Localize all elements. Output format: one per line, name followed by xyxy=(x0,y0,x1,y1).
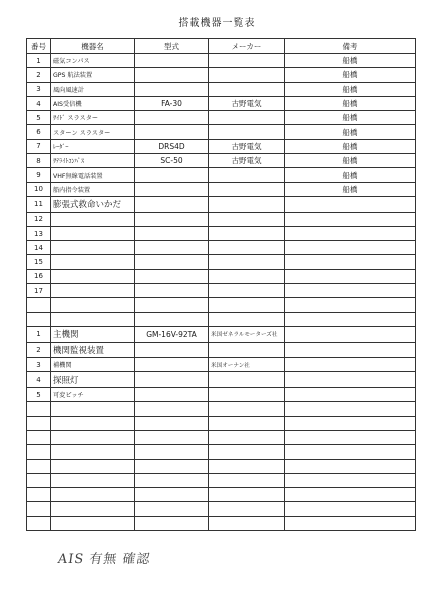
table-row xyxy=(27,284,416,298)
equipment-name: 主機関 xyxy=(51,326,135,342)
model xyxy=(135,196,209,212)
blank-row xyxy=(27,488,416,502)
table-row xyxy=(27,82,416,96)
blank-cell xyxy=(51,402,135,416)
blank-row xyxy=(27,402,416,416)
blank-cell xyxy=(135,312,209,326)
remarks xyxy=(285,269,416,283)
row-number: 16 xyxy=(27,269,51,283)
remarks xyxy=(285,241,416,255)
blank-cell xyxy=(51,430,135,444)
maker xyxy=(209,388,285,402)
maker xyxy=(209,111,285,125)
table-row xyxy=(27,196,416,212)
blank-cell xyxy=(135,416,209,430)
table-row xyxy=(27,372,416,388)
equipment-name xyxy=(51,226,135,240)
blank-cell xyxy=(285,416,416,430)
equipment-name xyxy=(51,212,135,226)
equipment-name: ｻﾃﾗｲﾄｺﾝﾊﾟｽ xyxy=(51,154,135,168)
equipment-name: AIS受信機 xyxy=(51,96,135,110)
model: DRS4D xyxy=(135,139,209,153)
remarks: 船橋 xyxy=(285,96,416,110)
maker xyxy=(209,372,285,388)
remarks xyxy=(285,388,416,402)
equipment-name: 磁気コンパス xyxy=(51,54,135,68)
model xyxy=(135,168,209,182)
row-number: 17 xyxy=(27,284,51,298)
model xyxy=(135,372,209,388)
row-number: 11 xyxy=(27,196,51,212)
table-row xyxy=(27,139,416,153)
blank-cell xyxy=(209,473,285,487)
blank-cell xyxy=(285,298,416,312)
page-title: 搭載機器一覧表 xyxy=(178,18,256,29)
maker xyxy=(209,68,285,82)
maker: 古野電気 xyxy=(209,96,285,110)
table-row xyxy=(27,255,416,269)
blank-cell xyxy=(51,298,135,312)
blank-cell xyxy=(285,312,416,326)
remarks: 船橋 xyxy=(285,54,416,68)
row-number: 4 xyxy=(27,96,51,110)
remarks xyxy=(285,326,416,342)
table-row xyxy=(27,212,416,226)
row-number: 2 xyxy=(27,68,51,82)
equipment-name: 膨張式救命いかだ xyxy=(51,196,135,212)
blank-cell xyxy=(209,445,285,459)
equipment-name xyxy=(51,241,135,255)
remarks: 船橋 xyxy=(285,154,416,168)
blank-row xyxy=(27,459,416,473)
blank-row xyxy=(27,473,416,487)
table-header-row xyxy=(27,39,416,54)
blank-cell xyxy=(51,502,135,516)
model xyxy=(135,284,209,298)
equipment-name: ｻｲﾄﾞ スラスター xyxy=(51,111,135,125)
maker xyxy=(209,241,285,255)
table-row xyxy=(27,168,416,182)
maker: 米国オーナン社 xyxy=(209,358,285,372)
model xyxy=(135,226,209,240)
blank-cell xyxy=(27,473,51,487)
model xyxy=(135,125,209,139)
row-number: 1 xyxy=(27,54,51,68)
table-row xyxy=(27,342,416,358)
equipment-name xyxy=(51,284,135,298)
row-number: 9 xyxy=(27,168,51,182)
row-number: 4 xyxy=(27,372,51,388)
row-number: 14 xyxy=(27,241,51,255)
blank-cell xyxy=(51,445,135,459)
table-row xyxy=(27,96,416,110)
maker xyxy=(209,54,285,68)
blank-cell xyxy=(51,488,135,502)
blank-cell xyxy=(51,516,135,530)
table-row xyxy=(27,182,416,196)
maker: 古野電気 xyxy=(209,154,285,168)
row-number: 3 xyxy=(27,82,51,96)
blank-cell xyxy=(135,298,209,312)
maker xyxy=(209,269,285,283)
table-row xyxy=(27,326,416,342)
equipment-name xyxy=(51,269,135,283)
model xyxy=(135,212,209,226)
remarks: 船橋 xyxy=(285,125,416,139)
blank-cell xyxy=(135,488,209,502)
blank-row xyxy=(27,298,416,312)
remarks xyxy=(285,255,416,269)
blank-cell xyxy=(285,502,416,516)
row-number: 13 xyxy=(27,226,51,240)
remarks xyxy=(285,372,416,388)
blank-cell xyxy=(27,312,51,326)
model xyxy=(135,68,209,82)
blank-cell xyxy=(209,416,285,430)
blank-cell xyxy=(209,488,285,502)
table-row xyxy=(27,54,416,68)
model xyxy=(135,241,209,255)
row-number: 10 xyxy=(27,182,51,196)
equipment-name xyxy=(51,255,135,269)
blank-cell xyxy=(285,430,416,444)
blank-cell xyxy=(209,402,285,416)
maker xyxy=(209,125,285,139)
equipment-name: スターン スラスター xyxy=(51,125,135,139)
remarks xyxy=(285,358,416,372)
blank-cell xyxy=(27,516,51,530)
model xyxy=(135,358,209,372)
maker xyxy=(209,284,285,298)
blank-cell xyxy=(285,488,416,502)
maker xyxy=(209,182,285,196)
blank-cell xyxy=(51,416,135,430)
blank-row xyxy=(27,502,416,516)
remarks: 船橋 xyxy=(285,82,416,96)
equipment-name: 補機関 xyxy=(51,358,135,372)
remarks xyxy=(285,226,416,240)
table-row xyxy=(27,226,416,240)
blank-cell xyxy=(27,416,51,430)
maker xyxy=(209,226,285,240)
blank-cell xyxy=(27,445,51,459)
remarks: 船橋 xyxy=(285,168,416,182)
table-row xyxy=(27,111,416,125)
blank-cell xyxy=(27,502,51,516)
equipment-name: 機関監視装置 xyxy=(51,342,135,358)
maker xyxy=(209,196,285,212)
header-remarks: 備考 xyxy=(285,39,416,54)
remarks xyxy=(285,342,416,358)
maker: 米国ゼネラルモーターズ社 xyxy=(209,326,285,342)
equipment-name: 探照灯 xyxy=(51,372,135,388)
row-number: 6 xyxy=(27,125,51,139)
model xyxy=(135,255,209,269)
table-row xyxy=(27,269,416,283)
table-row xyxy=(27,358,416,372)
table-row xyxy=(27,125,416,139)
blank-cell xyxy=(27,459,51,473)
blank-cell xyxy=(27,402,51,416)
row-number: 8 xyxy=(27,154,51,168)
row-number: 3 xyxy=(27,358,51,372)
remarks: 船橋 xyxy=(285,139,416,153)
blank-cell xyxy=(285,516,416,530)
model xyxy=(135,111,209,125)
blank-cell xyxy=(209,430,285,444)
blank-cell xyxy=(51,473,135,487)
row-number: 2 xyxy=(27,342,51,358)
model xyxy=(135,269,209,283)
model: FA-30 xyxy=(135,96,209,110)
table-row xyxy=(27,241,416,255)
blank-row xyxy=(27,445,416,459)
blank-cell xyxy=(135,502,209,516)
remarks: 船橋 xyxy=(285,111,416,125)
row-number: 5 xyxy=(27,111,51,125)
equipment-name: 船内指令装置 xyxy=(51,182,135,196)
header-equipment-name: 機器名 xyxy=(51,39,135,54)
header-number: 番号 xyxy=(27,39,51,54)
table-row xyxy=(27,68,416,82)
blank-cell xyxy=(285,445,416,459)
table-row xyxy=(27,388,416,402)
blank-row xyxy=(27,516,416,530)
blank-row xyxy=(27,416,416,430)
header-model: 型式 xyxy=(135,39,209,54)
equipment-name: ﾚｰﾀﾞｰ xyxy=(51,139,135,153)
blank-cell xyxy=(285,459,416,473)
header-maker: メーカー xyxy=(209,39,285,54)
row-number: 1 xyxy=(27,326,51,342)
blank-cell xyxy=(285,402,416,416)
row-number: 5 xyxy=(27,388,51,402)
blank-cell xyxy=(135,445,209,459)
remarks xyxy=(285,212,416,226)
blank-cell xyxy=(209,516,285,530)
blank-cell xyxy=(135,473,209,487)
blank-row xyxy=(27,430,416,444)
equipment-name: VHF無線電話装置 xyxy=(51,168,135,182)
equipment-name: GPS 航法装置 xyxy=(51,68,135,82)
row-number: 12 xyxy=(27,212,51,226)
blank-cell xyxy=(27,298,51,312)
maker xyxy=(209,168,285,182)
blank-cell xyxy=(135,459,209,473)
model xyxy=(135,342,209,358)
row-number: 7 xyxy=(27,139,51,153)
blank-cell xyxy=(209,298,285,312)
model xyxy=(135,388,209,402)
equipment-name: 風向風速計 xyxy=(51,82,135,96)
blank-cell xyxy=(209,312,285,326)
row-number: 15 xyxy=(27,255,51,269)
blank-cell xyxy=(27,430,51,444)
blank-cell xyxy=(51,459,135,473)
blank-cell xyxy=(27,488,51,502)
blank-cell xyxy=(285,473,416,487)
maker xyxy=(209,82,285,96)
equipment-name: 可変ピッチ xyxy=(51,388,135,402)
blank-cell xyxy=(135,430,209,444)
blank-row xyxy=(27,312,416,326)
blank-cell xyxy=(209,502,285,516)
blank-cell xyxy=(135,516,209,530)
blank-cell xyxy=(135,402,209,416)
remarks xyxy=(285,284,416,298)
maker xyxy=(209,255,285,269)
remarks: 船橋 xyxy=(285,68,416,82)
handwritten-note: AIS 有無 確認 xyxy=(56,552,152,567)
blank-cell xyxy=(51,312,135,326)
maker: 古野電気 xyxy=(209,139,285,153)
model xyxy=(135,54,209,68)
equipment-table xyxy=(26,38,416,531)
remarks: 船橋 xyxy=(285,182,416,196)
model xyxy=(135,182,209,196)
model: SC-50 xyxy=(135,154,209,168)
remarks xyxy=(285,196,416,212)
blank-cell xyxy=(209,459,285,473)
model: GM-16V-92TA xyxy=(135,326,209,342)
model xyxy=(135,82,209,96)
maker xyxy=(209,212,285,226)
table-row xyxy=(27,154,416,168)
maker xyxy=(209,342,285,358)
